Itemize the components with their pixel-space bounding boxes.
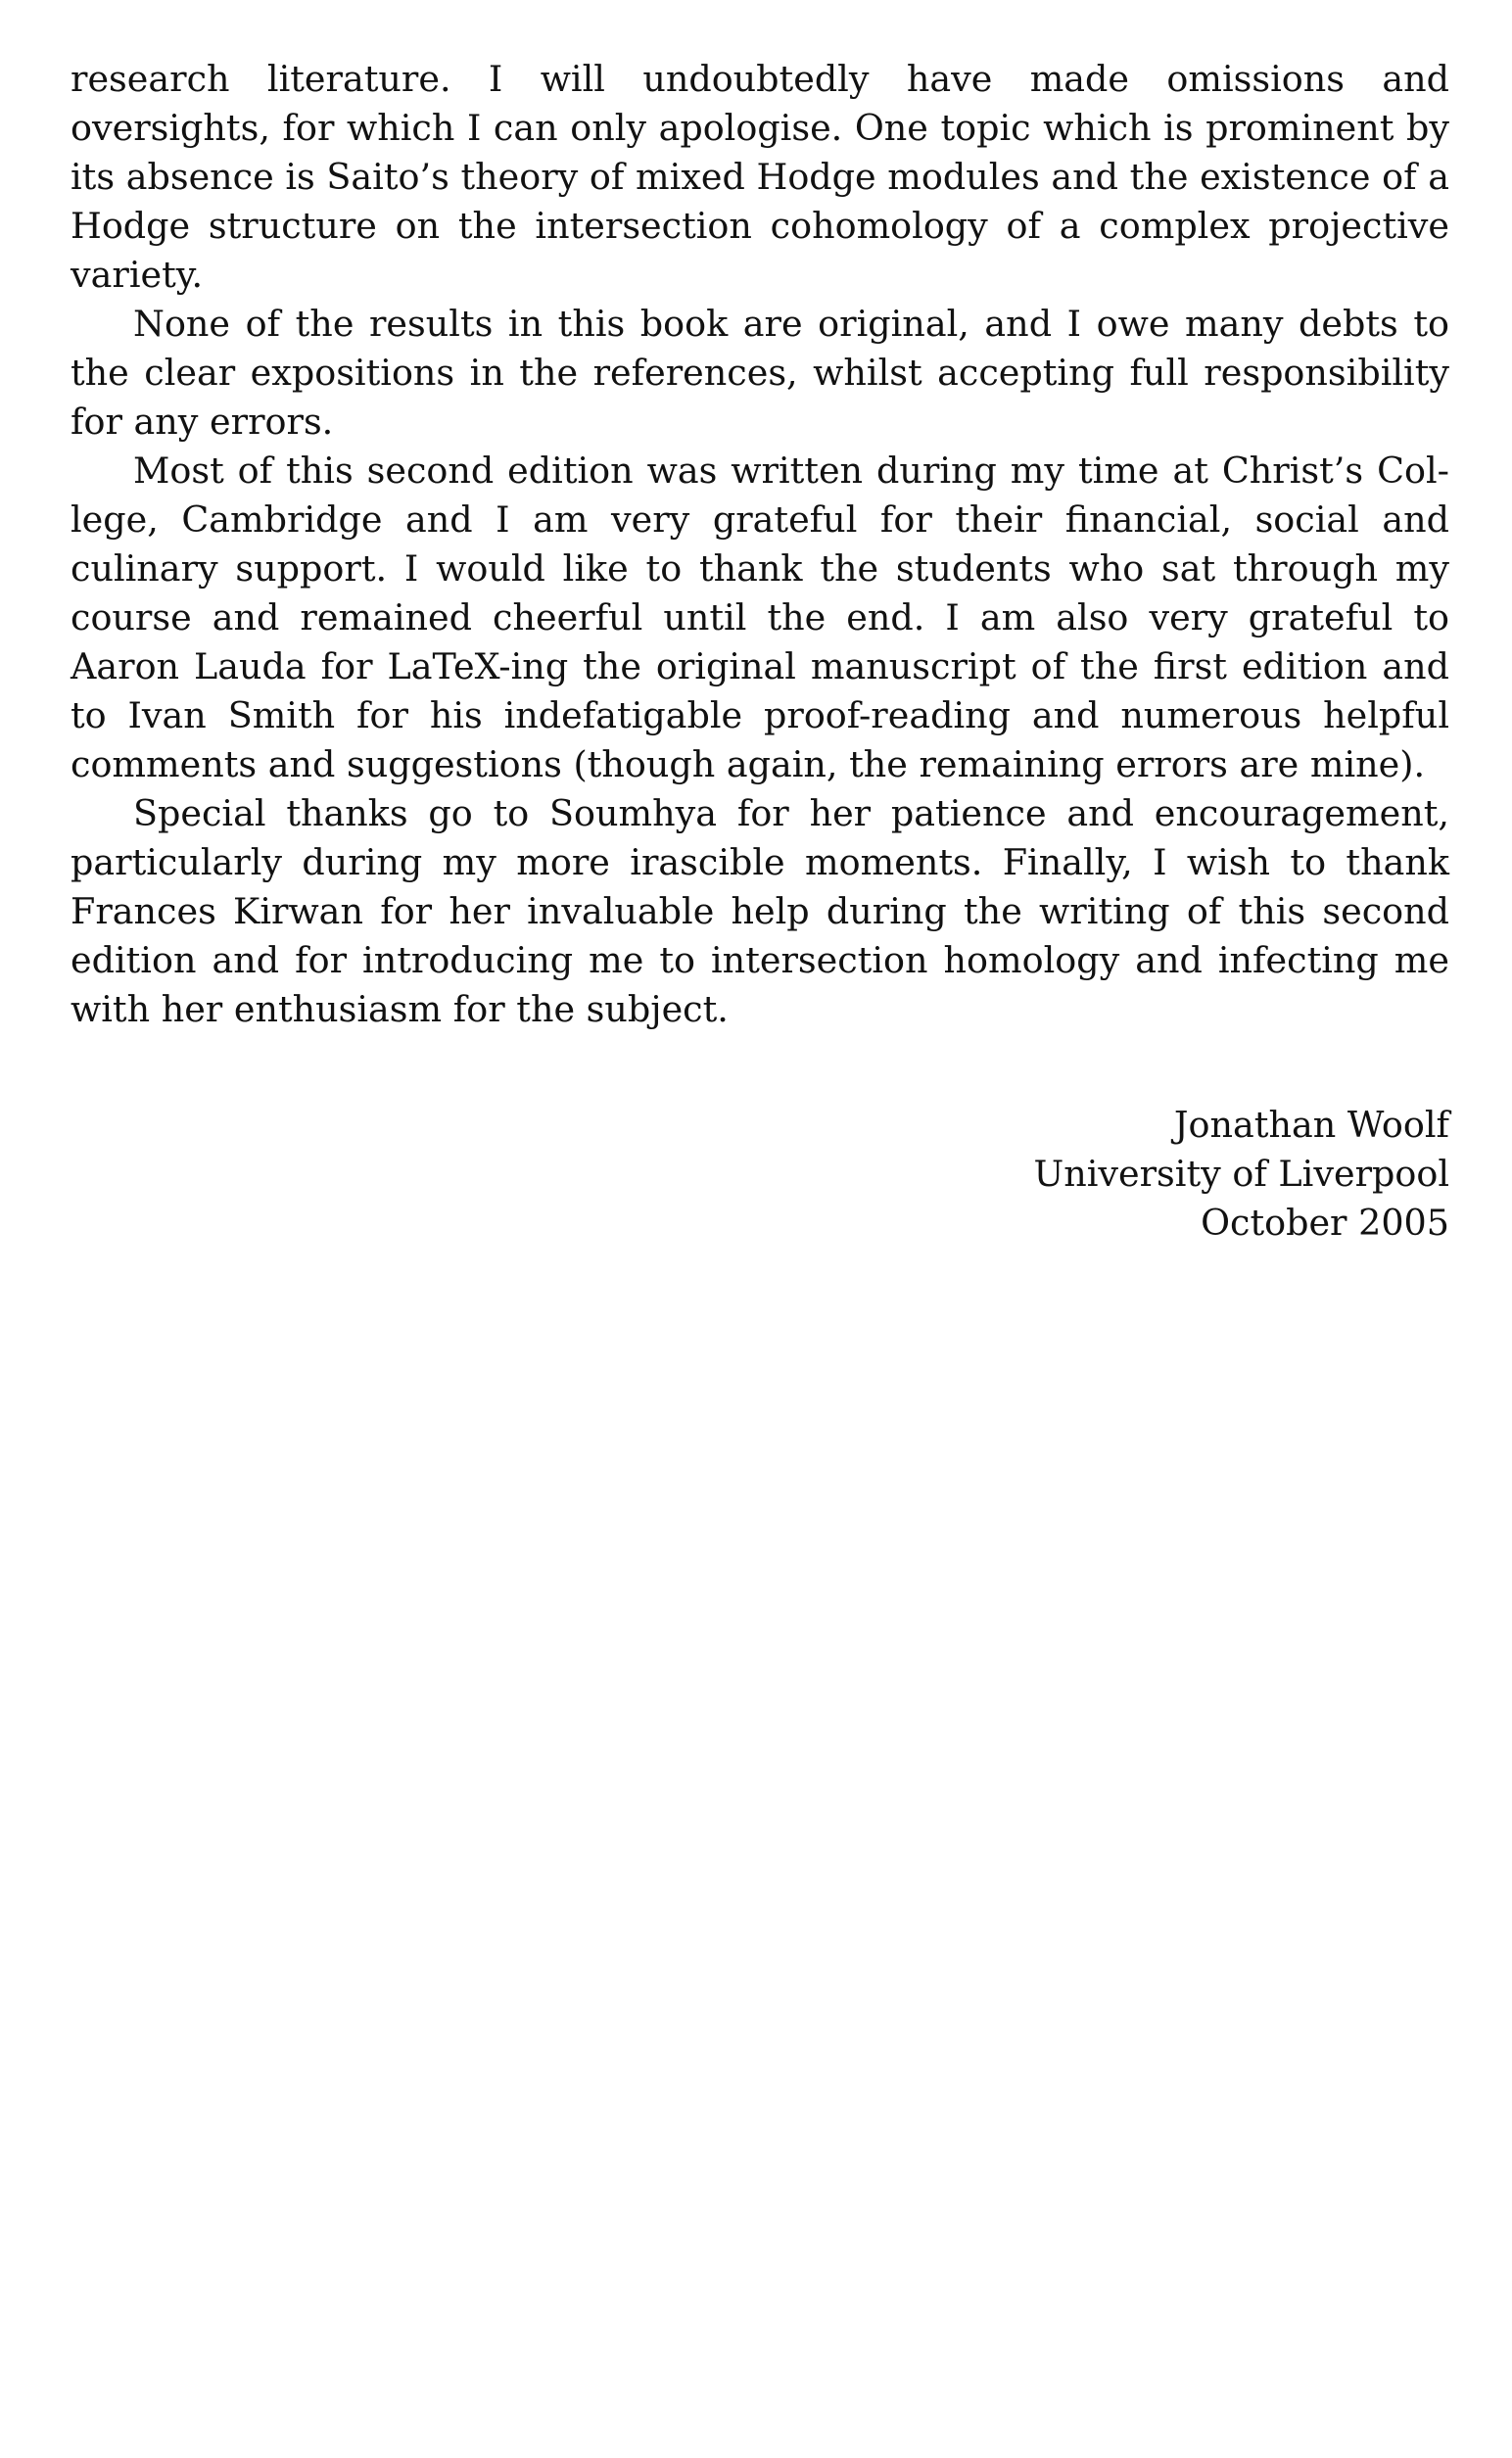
paragraph-2: None of the results in this book are original, and I owe many debts to the clear expositions in the references, whilst accepting full responsibility for any errors. [71,303,1449,443]
signature-date: October 2005 [1201,1202,1449,1244]
document-page [71,55,1449,1244]
paragraph-3: Most of this second edition was written during my time at Christ’s College, Cambridge and I am very grateful for their financial, social and culinary support. I would like to thank the students who sat through my course and remained cheerful until the end. I am also very grateful to Aaron Lauda for LaTeX-ing the original manuscript of the first edition and to Ivan Smith for his indefatigable proof-reading and numerous helpful comments and suggestions (though again, the remaining errors are mine). [71,449,1449,785]
paragraph-4: Special thanks go to Soumhya for her patience and encouragement, particularly during my more irascible moments. Finally, I wish to thank Frances Kirwan for her invaluable help during the writing of this second edition and for introducing me to intersection homology and infecting me with her enthusiasm for the subject. [71,792,1449,1030]
author-name: Jonathan Woolf [1173,1104,1449,1146]
author-affiliation: University of Liverpool [1033,1153,1449,1195]
paragraph-1: research literature. I will undoubtedly have made omissions and oversights, for which I can only apologise. One topic which is prominent by its absence is Saito’s theory of mixed Hodge modules and the existence of a Hodge structure on the intersection cohomology of a complex projective variety. [71,58,1449,296]
signature-block [1033,1101,1449,1248]
